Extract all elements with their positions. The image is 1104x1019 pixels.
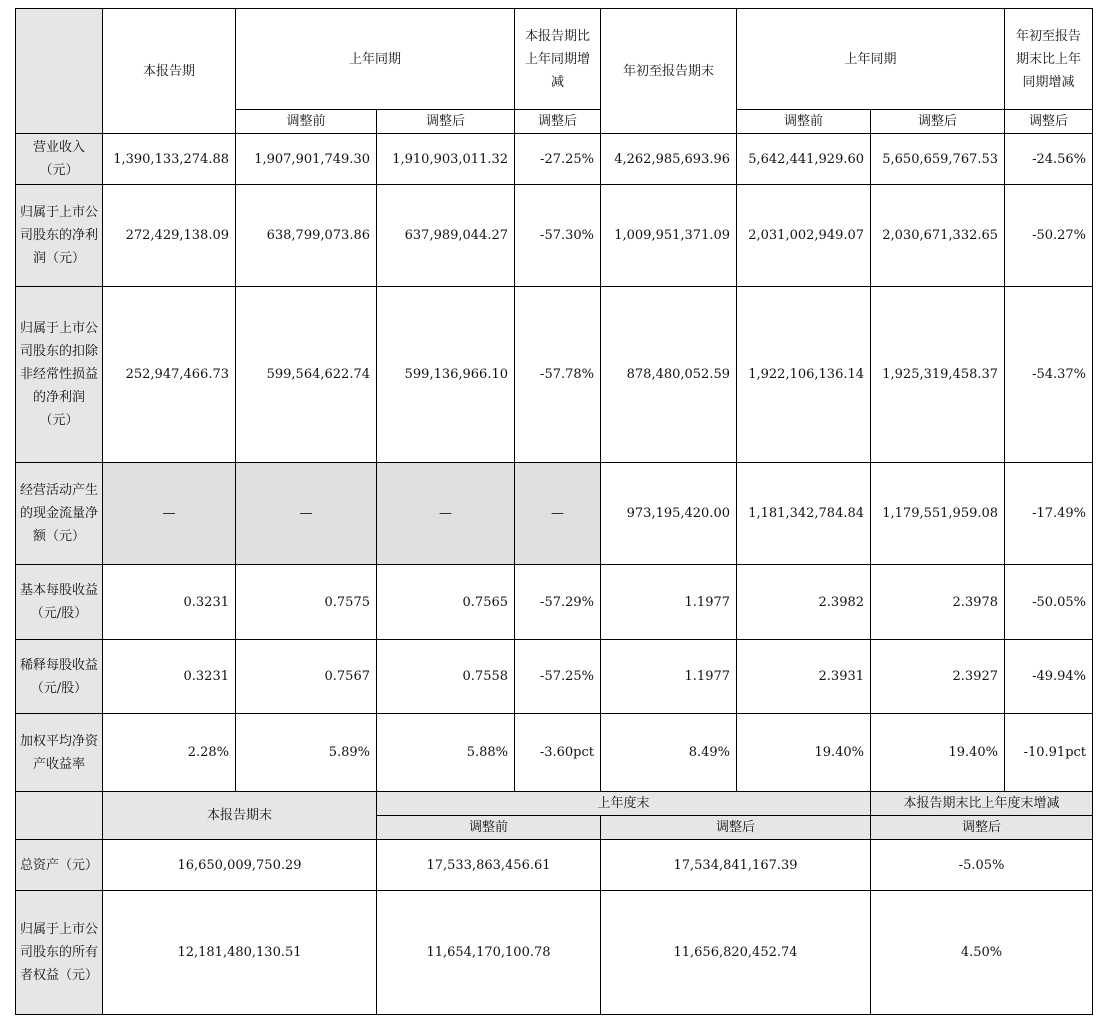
header-same-period-last-year-2: 上年同期	[737, 9, 1005, 110]
corner-cell	[16, 9, 103, 134]
table-cell: -57.25%	[515, 640, 601, 714]
table-cell: 1,390,133,274.88	[103, 134, 236, 185]
header-pct-change-ytd: 年初至报告期末比上年同期增减	[1005, 9, 1093, 110]
table-cell: 8.49%	[601, 714, 737, 792]
table-row	[16, 287, 1093, 463]
table-cell: -3.60pct	[515, 714, 601, 792]
header-before-adjust-2: 调整前	[737, 110, 871, 134]
table-cell: 19.40%	[871, 714, 1005, 792]
table-cell: 2,031,002,949.07	[737, 185, 871, 287]
table-cell: 1,922,106,136.14	[737, 287, 871, 463]
table-cell: 1,179,551,959.08	[871, 463, 1005, 565]
table-cell: 11,656,820,452.74	[601, 891, 871, 1015]
table-cell: —	[236, 463, 377, 565]
table-cell: 638,799,073.86	[236, 185, 377, 287]
table-cell: -57.78%	[515, 287, 601, 463]
table-cell: 17,533,863,456.61	[377, 840, 601, 891]
table-cell: -57.30%	[515, 185, 601, 287]
table-row	[16, 134, 1093, 185]
table-cell: 19.40%	[737, 714, 871, 792]
table-cell: 878,480,052.59	[601, 287, 737, 463]
table-cell: 272,429,138.09	[103, 185, 236, 287]
table-row	[16, 891, 1093, 1015]
table-cell: 2.3927	[871, 640, 1005, 714]
table-cell: —	[515, 463, 601, 565]
row-label: 营业收入（元）	[16, 134, 103, 185]
header-pct-change-current: 本报告期比上年同期增减	[515, 9, 601, 110]
table-cell: -5.05%	[871, 840, 1093, 891]
table-cell: 1,907,901,749.30	[236, 134, 377, 185]
table-cell: 0.3231	[103, 565, 236, 640]
header-current-period: 本报告期	[103, 9, 236, 134]
row-label: 加权平均净资产收益率	[16, 714, 103, 792]
row-label: 归属于上市公司股东的所有者权益（元）	[16, 891, 103, 1015]
table-cell: -50.05%	[1005, 565, 1093, 640]
table-cell: 2.3982	[737, 565, 871, 640]
header-after-adjust: 调整后	[377, 110, 515, 134]
table-cell: —	[103, 463, 236, 565]
header-after-adjust-pct: 调整后	[515, 110, 601, 134]
table-cell: 1,009,951,371.09	[601, 185, 737, 287]
header-period-end: 本报告期末	[103, 792, 377, 840]
header-change-vs-last-year-end: 本报告期末比上年度末增减	[871, 792, 1093, 816]
table-cell: 16,650,009,750.29	[103, 840, 377, 891]
table-cell: 973,195,420.00	[601, 463, 737, 565]
table-cell: -57.29%	[515, 565, 601, 640]
table-cell: 5,642,441,929.60	[737, 134, 871, 185]
row-label: 总资产（元）	[16, 840, 103, 891]
row-label: 归属于上市公司股东的扣除非经常性损益的净利润（元）	[16, 287, 103, 463]
table-cell: 0.7558	[377, 640, 515, 714]
table-cell: 599,564,622.74	[236, 287, 377, 463]
table-cell: 1,910,903,011.32	[377, 134, 515, 185]
header-ytd: 年初至报告期末	[601, 9, 737, 134]
table-cell: 1,181,342,784.84	[737, 463, 871, 565]
table-cell: 2.3978	[871, 565, 1005, 640]
header-bottom-before-adjust: 调整前	[377, 816, 601, 840]
table-cell: 4.50%	[871, 891, 1093, 1015]
table-cell: -54.37%	[1005, 287, 1093, 463]
table-row	[16, 640, 1093, 714]
row-label: 基本每股收益（元/股）	[16, 565, 103, 640]
table-cell: 0.7567	[236, 640, 377, 714]
table-row	[16, 714, 1093, 792]
table-cell: -27.25%	[515, 134, 601, 185]
table-cell: 2.3931	[737, 640, 871, 714]
table-cell: 637,989,044.27	[377, 185, 515, 287]
table-cell: 1.1977	[601, 565, 737, 640]
table-cell: 5.88%	[377, 714, 515, 792]
table-row	[16, 463, 1093, 565]
table-cell: 4,262,985,693.96	[601, 134, 737, 185]
header-bottom-after-adjust-pct: 调整后	[871, 816, 1093, 840]
header-bottom-after-adjust: 调整后	[601, 816, 871, 840]
table-cell: 1,925,319,458.37	[871, 287, 1005, 463]
header-after-adjust-2: 调整后	[871, 110, 1005, 134]
table-cell: 599,136,966.10	[377, 287, 515, 463]
table-cell: 2,030,671,332.65	[871, 185, 1005, 287]
table-cell: 2.28%	[103, 714, 236, 792]
table-cell: 252,947,466.73	[103, 287, 236, 463]
table-row	[16, 185, 1093, 287]
row-label: 稀释每股收益（元/股）	[16, 640, 103, 714]
financial-summary-table	[15, 8, 1093, 1015]
table-cell: 0.7565	[377, 565, 515, 640]
table-cell: -17.49%	[1005, 463, 1093, 565]
header-same-period-last-year: 上年同期	[236, 9, 515, 110]
table-cell: -10.91pct	[1005, 714, 1093, 792]
row-label: 经营活动产生的现金流量净额（元）	[16, 463, 103, 565]
table-cell: 5,650,659,767.53	[871, 134, 1005, 185]
table-cell: —	[377, 463, 515, 565]
row-label: 归属于上市公司股东的净利润（元）	[16, 185, 103, 287]
header-last-year-end: 上年度末	[377, 792, 871, 816]
table-cell: 1.1977	[601, 640, 737, 714]
bottom-corner-cell	[16, 792, 103, 840]
table-cell: 0.7575	[236, 565, 377, 640]
table-cell: -24.56%	[1005, 134, 1093, 185]
table-row	[16, 565, 1093, 640]
table-cell: 5.89%	[236, 714, 377, 792]
table-cell: 12,181,480,130.51	[103, 891, 377, 1015]
table-cell: 11,654,170,100.78	[377, 891, 601, 1015]
header-before-adjust: 调整前	[236, 110, 377, 134]
table-row	[16, 840, 1093, 891]
table-cell: -50.27%	[1005, 185, 1093, 287]
header-after-adjust-pct-2: 调整后	[1005, 110, 1093, 134]
table-cell: -49.94%	[1005, 640, 1093, 714]
table-cell: 0.3231	[103, 640, 236, 714]
table-cell: 17,534,841,167.39	[601, 840, 871, 891]
